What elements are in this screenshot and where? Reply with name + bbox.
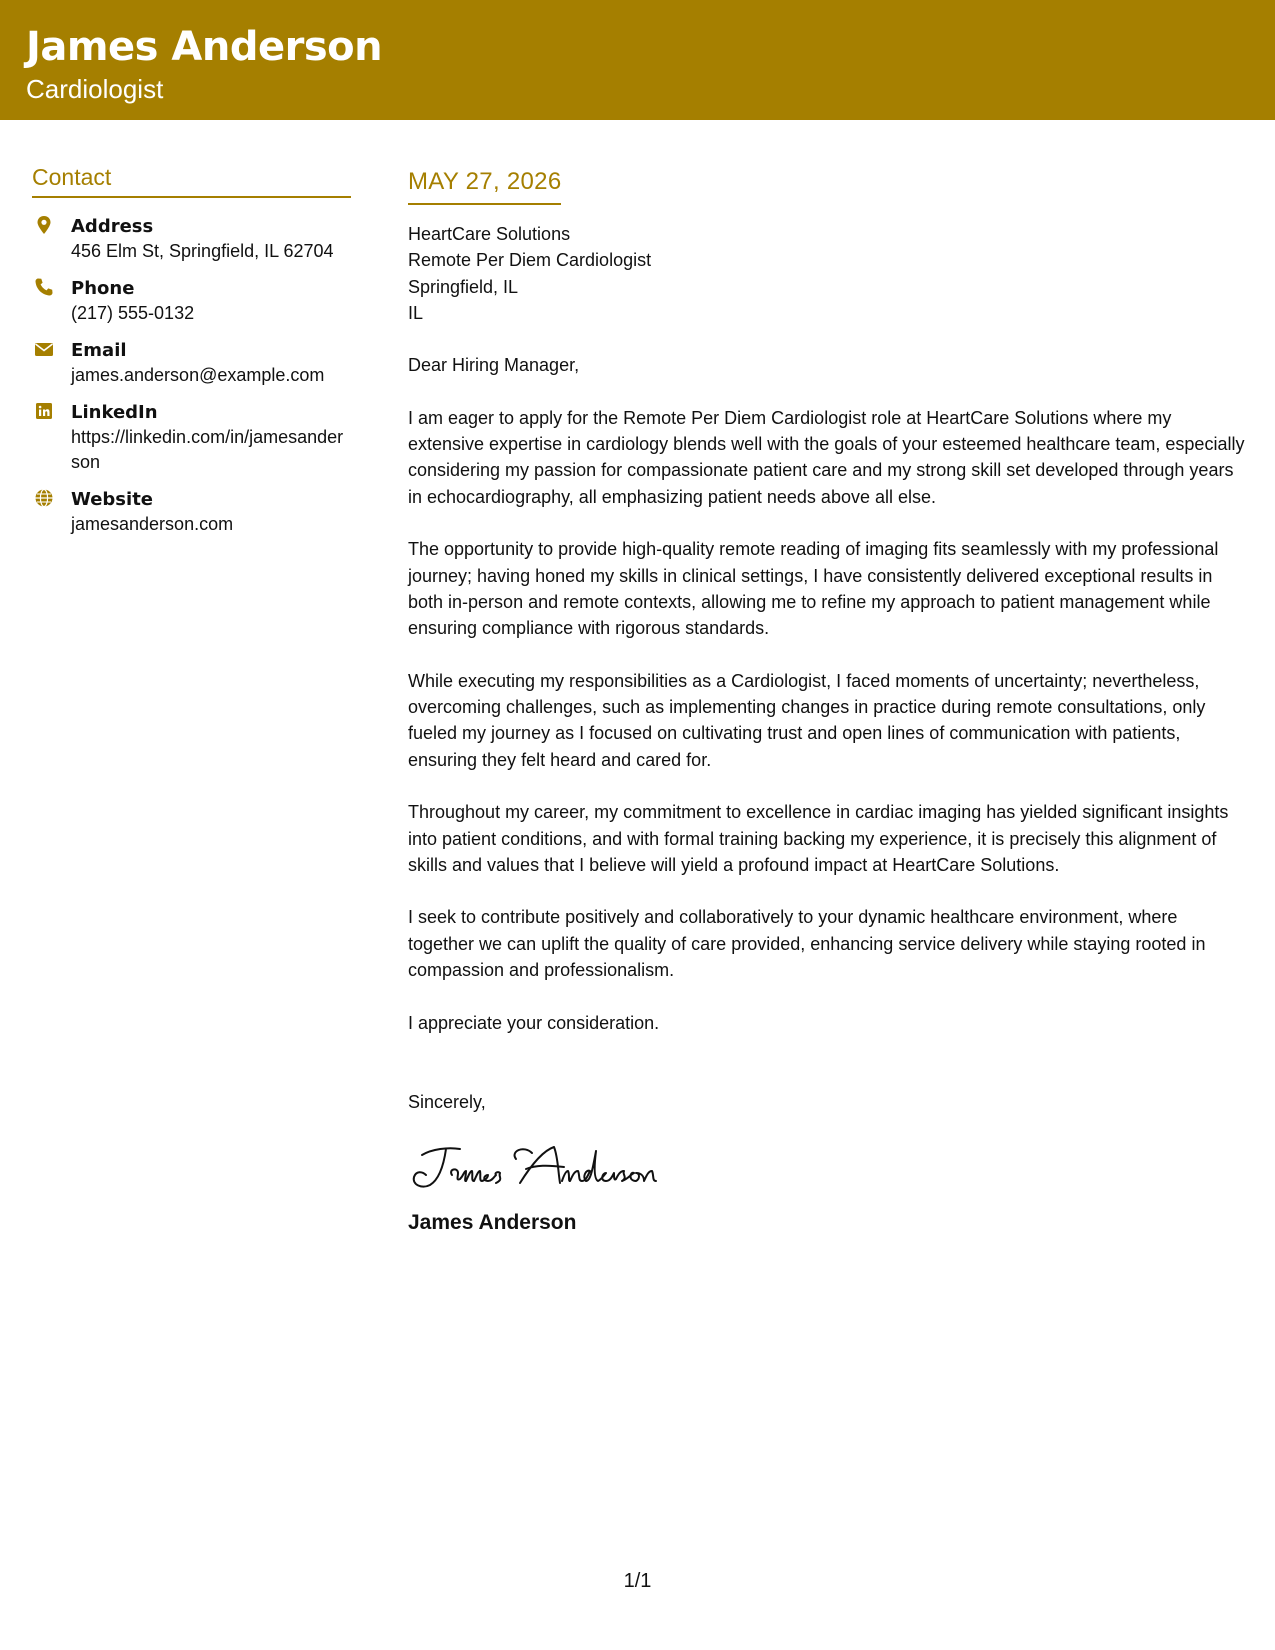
globe-icon xyxy=(34,488,54,508)
contact-address xyxy=(32,214,351,264)
recipient-city: Springfield, IL xyxy=(408,276,519,297)
contact-label: Phone xyxy=(71,278,135,299)
contact-website xyxy=(32,487,351,537)
salutation: Dear Hiring Manager, xyxy=(408,355,580,376)
recipient-block xyxy=(408,221,1248,326)
letter-paragraph: Throughout my career, my commitment to excellence in cardiac imaging has yielded significant insights into patient conditions, and with formal training backing my experience, it is precisely this alignment of skills and values that I believe will yield a profound impact at HeartCare Solutions. xyxy=(408,802,1229,875)
contact-list xyxy=(32,214,351,537)
signature-image xyxy=(408,1137,678,1197)
map-pin-icon xyxy=(34,215,54,235)
contact-value: (217) 555-0132 xyxy=(71,303,195,323)
contact-value: james.anderson@example.com xyxy=(71,365,325,385)
contact-label: Website xyxy=(71,489,154,510)
letter-paragraph: I am eager to apply for the Remote Per Diem Cardiologist role at HeartCare Solutions where my extensive expertise in cardiology blends well with the goals of your esteemed healthcare team, especially considering my passion for compassionate patient care and my strong skill set developed through years in echocardiography, all emphasizing patient needs above all else. xyxy=(408,407,1245,507)
letter-paragraph: I appreciate your consideration. xyxy=(408,1012,660,1033)
letter-paragraph: The opportunity to provide high-quality remote reading of imaging fits seamlessly with my professional journey; having honed my skills in clinical settings, I have consistently delivered exceptional results in both in-person and remote contexts, allowing me to refine my approach to patient management while ensuring compliance with rigorous standards. xyxy=(408,539,1219,639)
handwritten-signature xyxy=(408,1137,1248,1197)
linkedin-icon xyxy=(34,401,54,421)
closing: Sincerely, xyxy=(408,1091,486,1112)
page-number: 1/1 xyxy=(623,1570,652,1592)
phone-icon xyxy=(34,277,54,297)
recipient-position: Remote Per Diem Cardiologist xyxy=(408,250,652,271)
envelope-icon xyxy=(34,339,54,359)
contact-value[interactable]: https://linkedin.com/in/jamesanderson xyxy=(71,427,344,472)
contact-email xyxy=(32,338,351,388)
header-banner xyxy=(0,0,1275,120)
contact-label: Email xyxy=(71,340,127,361)
contact-label: LinkedIn xyxy=(71,402,158,423)
contact-sidebar xyxy=(32,164,351,537)
letter-paragraph: I seek to contribute positively and collaboratively to your dynamic healthcare environment, where together we can uplift the quality of care provided, enhancing service delivery while staying rooted in compassion and professionalism. xyxy=(408,907,1206,981)
applicant-name: James Anderson xyxy=(26,24,383,70)
recipient-company: HeartCare Solutions xyxy=(408,224,571,244)
contact-value: 456 Elm St, Springfield, IL 62704 xyxy=(71,241,334,261)
contact-linkedin xyxy=(32,400,351,475)
letter-body xyxy=(408,168,1248,1235)
applicant-role: Cardiologist xyxy=(26,74,164,104)
recipient-state: IL xyxy=(408,302,424,323)
contact-phone xyxy=(32,276,351,326)
contact-label: Address xyxy=(71,216,154,237)
contact-value[interactable]: jamesanderson.com xyxy=(71,514,234,534)
letter-date: MAY 27, 2026 xyxy=(408,168,561,205)
signed-name: James Anderson xyxy=(408,1211,577,1235)
contact-section-title: Contact xyxy=(32,164,351,198)
letter-paragraph: While executing my responsibilities as a Cardiologist, I faced moments of uncertainty; nevertheless, overcoming challenges, such as implementing changes in practice during remote consultations, only fueled my journey as I focused on cultivating trust and open lines of communication with patients, ensuring they felt heard and cared for. xyxy=(408,670,1206,770)
